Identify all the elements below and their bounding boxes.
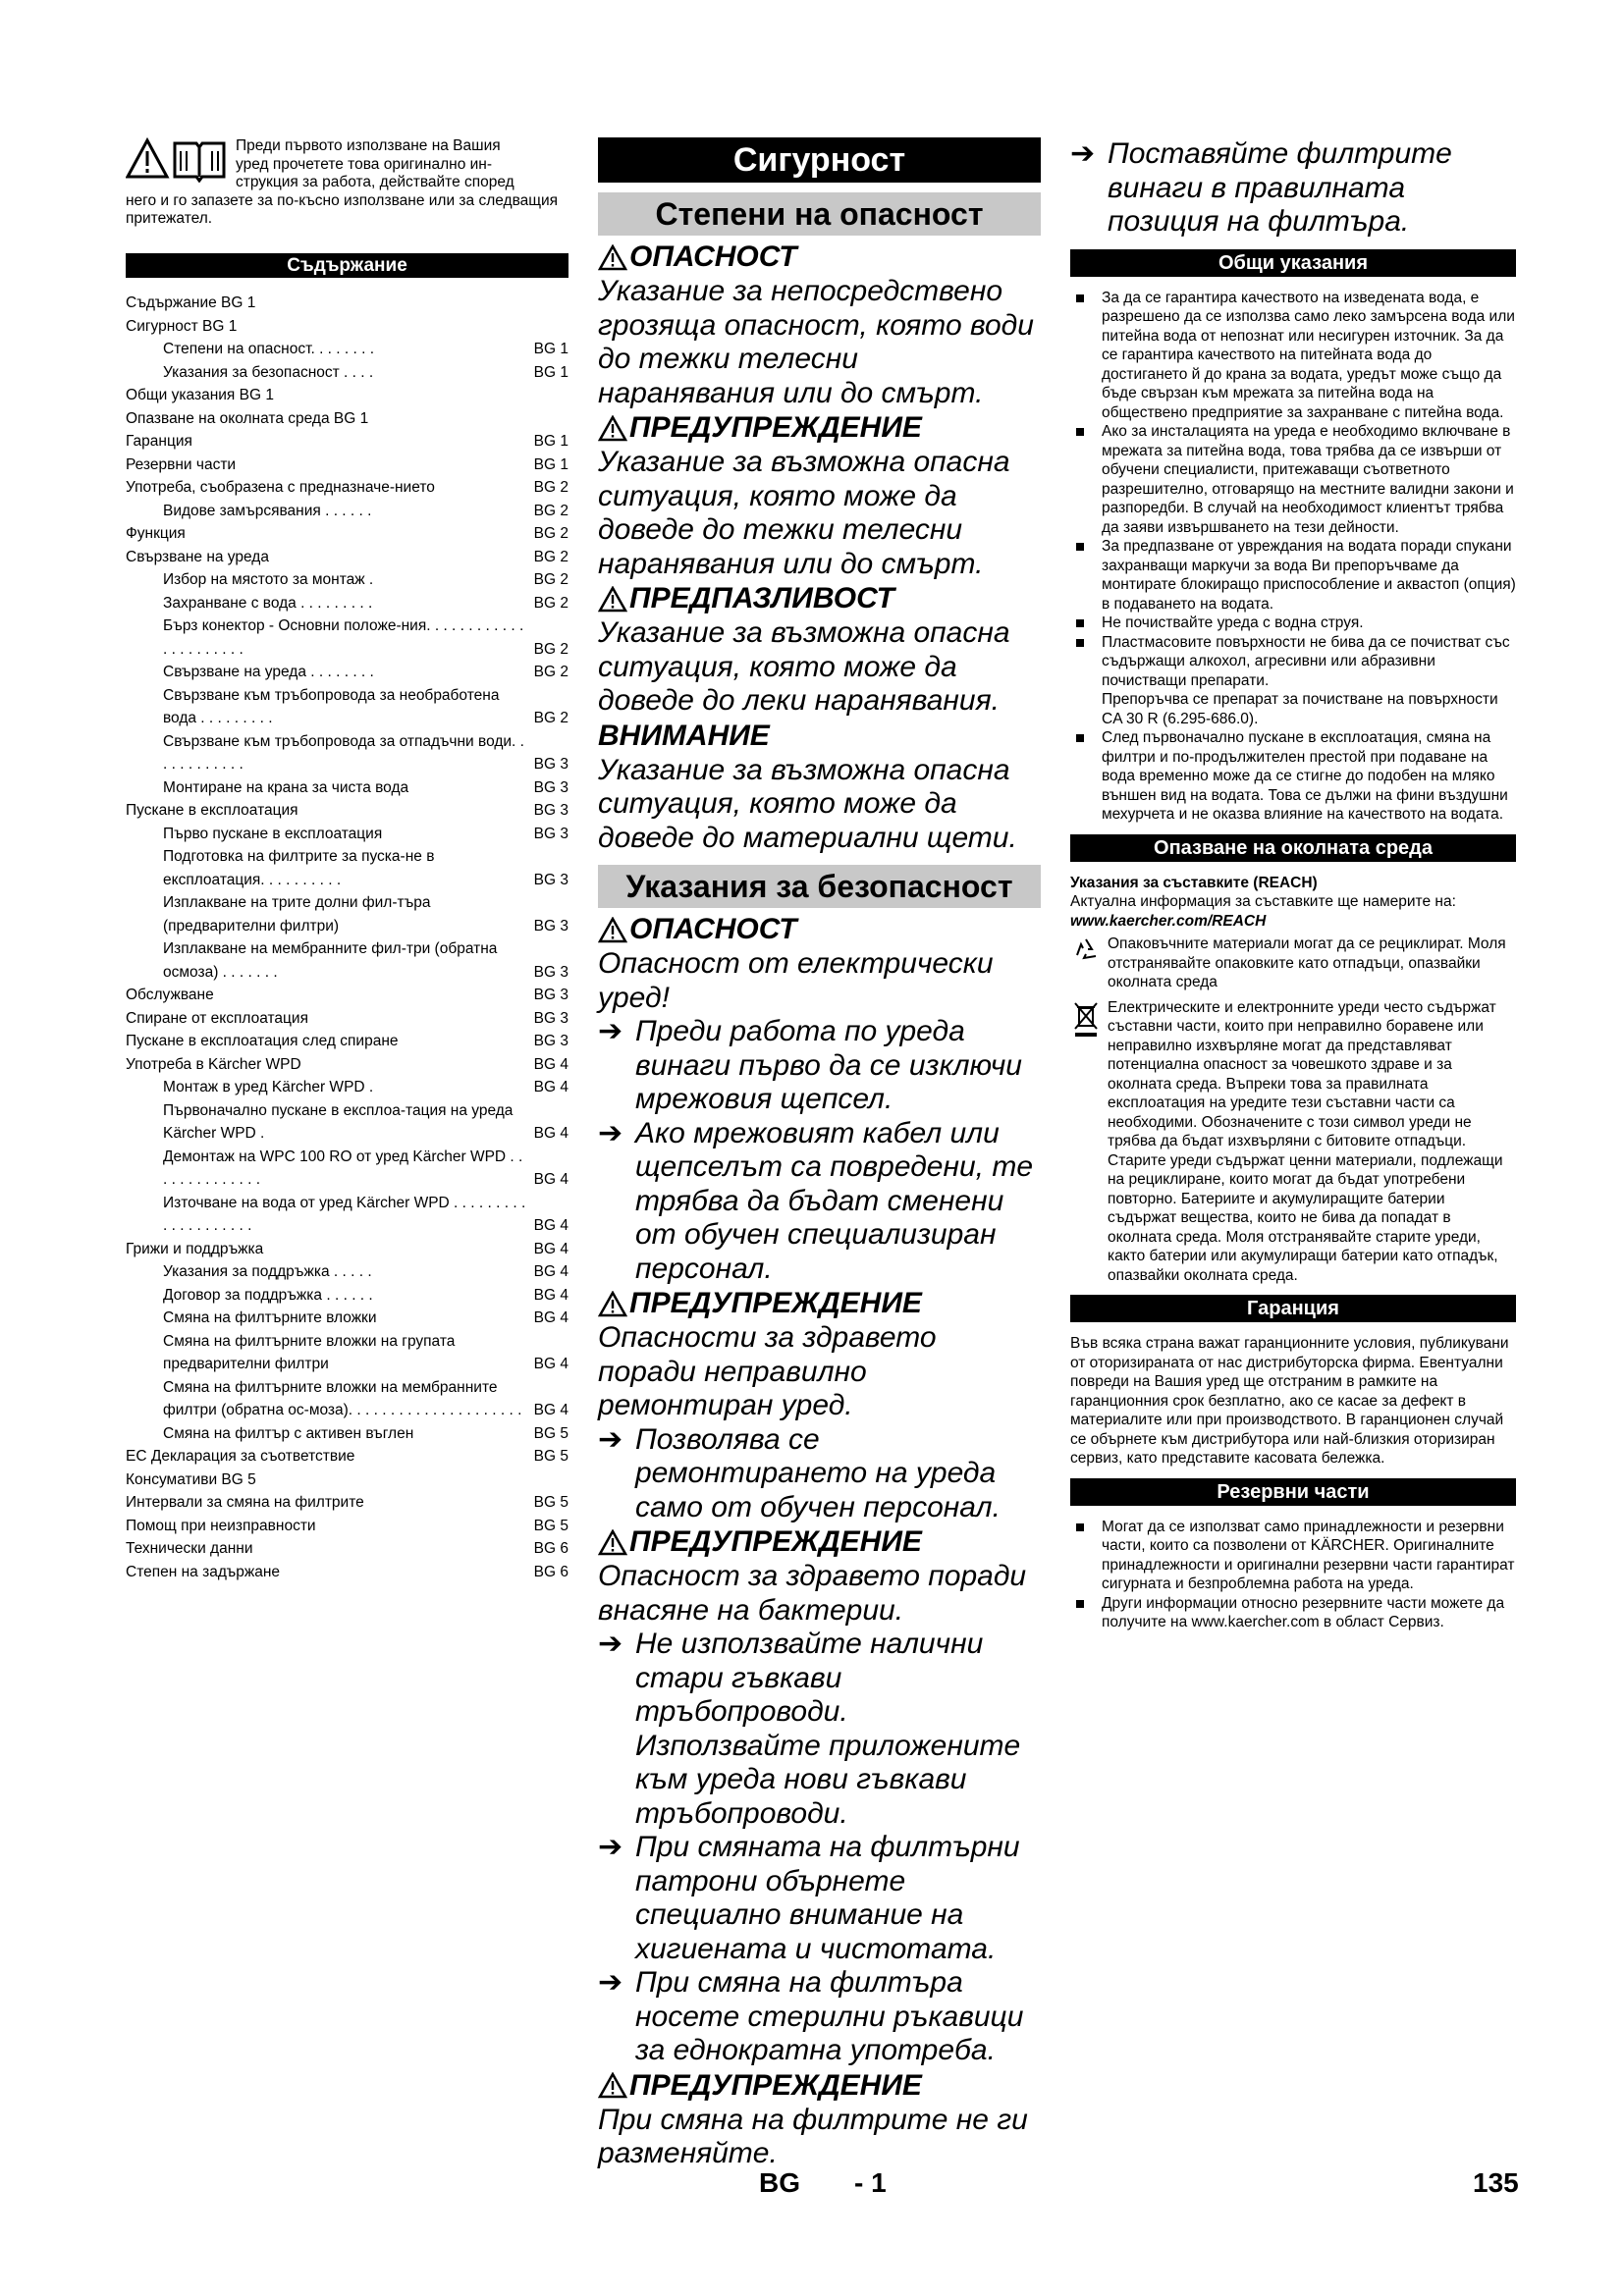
toc-entry-label: Обслужване — [126, 987, 214, 1003]
danger-text: Указание за непосредствено грозяща опасност, която води до тежки телесни наранявания или до смърт. — [598, 275, 1034, 409]
warning-heading: ПРЕДУПРЕЖДЕНИЕ — [598, 410, 1041, 446]
toc-entry-label: Свързване към тръбопровода за отпадъчни води. . . . . . . . . . . . — [163, 732, 524, 773]
arrow-icon: ➔ — [598, 1831, 623, 1863]
danger-heading: ОПАСНОСТ — [598, 240, 1041, 275]
toc-entry — [126, 1030, 568, 1053]
table-of-contents — [126, 292, 568, 1583]
toc-entry-page: BG 4 — [533, 1171, 568, 1188]
warning-triangle-icon — [598, 1529, 627, 1556]
toc-entry-label: Изплакване на трите долни фил-търа (предварителни филтри) — [163, 894, 431, 934]
toc-entry — [126, 1330, 568, 1376]
environment-title: Опазване на околната среда — [1070, 834, 1516, 862]
list-item: За да се гарантира качеството на изведената вода, е разрешено да се използва само леко замърсена вода или питейна вода от непознат или несигурен източник. За да се гарантира качеството на питейната вода до достигането й до крана за водата, уредът може също да бъде свързан към мрежата за питейна вода на обществено предприятие за захранване с питейна вода. — [1070, 289, 1516, 423]
middle-column — [598, 137, 1041, 2171]
toc-entry-label: Изплакване на мембранните фил-три (обратна осмоза) . . . . . . . — [163, 940, 498, 981]
toc-entry-label: Първо пускане в експлоатация — [163, 825, 383, 842]
toc-entry-label: Захранване с вода . . . . . . . . . — [163, 594, 373, 612]
toc-entry-label: Интервали за смяна на филтрите — [126, 1494, 364, 1511]
reach-url: www.kaercher.com/REACH — [1070, 912, 1267, 930]
toc-entry-page: BG 4 — [533, 1055, 568, 1073]
toc-entry — [126, 1445, 568, 1468]
toc-entry-page: BG 2 — [533, 640, 568, 658]
toc-entry-page: BG 2 — [533, 479, 568, 496]
danger-heading-2: ОПАСНОСТ — [598, 912, 1041, 947]
toc-entry — [126, 454, 568, 477]
arrow-icon: ➔ — [598, 1966, 623, 1999]
spare-parts-title: Резервни части — [1070, 1478, 1516, 1506]
toc-entry — [126, 338, 568, 361]
caution-text: Указание за възможна опасна ситуация, която може да доведе до леки наранявания. — [598, 616, 1010, 717]
toc-entry-page: BG 1 — [533, 363, 568, 381]
toc-entry-page: BG 2 — [533, 502, 568, 519]
toc-entry-page: BG 4 — [533, 1286, 568, 1304]
toc-entry — [126, 500, 568, 523]
toc-entry-page: BG 2 — [533, 525, 568, 542]
toc-entry — [126, 984, 568, 1007]
toc-entry-label: Употреба в Kärcher WPD — [126, 1055, 301, 1073]
toc-entry-page: BG 3 — [533, 917, 568, 934]
left-column — [126, 137, 568, 1583]
intro-rest: него и го запазете за по-късно използване или за следващия притежател. — [126, 191, 559, 228]
toc-entry-label: Гаранция — [126, 433, 192, 450]
footer-page-number: 135 — [1473, 2167, 1519, 2198]
toc-entry — [126, 407, 568, 431]
toc-entry-page: BG 3 — [533, 778, 568, 796]
bacteria-warning-text: Опасност за здравето поради внасяне на бактерии. — [598, 1560, 1027, 1627]
toc-entry — [126, 1076, 568, 1099]
toc-entry — [126, 684, 568, 730]
toc-entry-label: Спиране от експлоатация — [126, 1009, 308, 1027]
toc-entry-label: Сигурност BG 1 — [126, 317, 238, 335]
intro-line-3: струкция за работа, действайте според — [236, 174, 514, 191]
toc-entry — [126, 845, 568, 891]
crossed-bin-icon — [1072, 1000, 1100, 1040]
toc-entry-label: Бърз конектор - Основни положе-ния. . . . . . . . . . . . . . . . . . . . . . — [163, 617, 524, 658]
instruction-item: ➔ Преди работа по уреда винаги първо да се изключи мрежовия щепсел. — [598, 1015, 1022, 1115]
warning-heading-2: ПРЕДУПРЕЖДЕНИЕ — [598, 1286, 1041, 1321]
toc-entry-label: Смяна на филтърните вложки на мембранните филтри (обратна ос-моза). . . . . . . . . . . . . . . . . . . . . — [163, 1378, 522, 1418]
toc-entry — [126, 568, 568, 592]
warning-heading-3: ПРЕДУПРЕЖДЕНИЕ — [598, 1524, 1041, 1560]
toc-entry — [126, 1422, 568, 1446]
warranty-text: Във всяка страна важат гаранционните условия, публикувани от оторизираната от нас дистрибуторска фирма. Евентуални повреди на Вашия уред ще отстраним в рамките на гаранционния срок безплатно, ако се касае за дефект в материалите или при производството. В гаранционен случай се обърнете към дистрибутора или най-близкия оторизиран сервиз, като представите касовата бележка. — [1070, 1335, 1509, 1467]
toc-entry-label: Пускане в експлоатация — [126, 802, 298, 819]
toc-entry-page: BG 3 — [533, 756, 568, 773]
toc-entry — [126, 1146, 568, 1192]
intro-line-1: Преди първото използване на Вашия — [236, 137, 501, 154]
warning-triangle-icon — [598, 586, 627, 613]
toc-entry-page: BG 3 — [533, 1033, 568, 1049]
footer-language: BG — [759, 2167, 800, 2198]
toc-entry-label: Грижи и поддръжка — [126, 1240, 264, 1257]
toc-entry — [126, 1007, 568, 1031]
toc-entry-label: Указания за поддръжка . . . . . — [163, 1263, 372, 1280]
toc-entry — [126, 937, 568, 984]
toc-entry-page: BG 4 — [533, 1240, 568, 1257]
toc-entry-page: BG 4 — [533, 1217, 568, 1234]
intro-line-2: уред прочетете това оригинално ин- — [236, 155, 493, 173]
arrow-icon: ➔ — [598, 1422, 623, 1456]
toc-entry-page: BG 3 — [533, 871, 568, 888]
toc-entry-label: Степени на опасност. . . . . . . . — [163, 341, 375, 357]
filter-swap-warning-text: При смяна на филтрите не ги разменяйте. — [598, 2103, 1028, 2169]
reach-title: Указания за съставките (REACH) — [1070, 874, 1318, 891]
arrow-icon: ➔ — [1070, 137, 1096, 170]
toc-entry-page: BG 2 — [533, 594, 568, 612]
warranty-title: Гаранция — [1070, 1295, 1516, 1322]
toc-entry-page: BG 3 — [533, 802, 568, 819]
toc-entry — [126, 1376, 568, 1422]
toc-title: Съдържание — [126, 253, 568, 278]
list-item: За предпазване от увреждания на водата поради спукани захранващи маркучи за вода Ви препоръчваме да монтирате блокиращо приспособление и аквастоп (опция) в подаването на водата. — [1070, 537, 1516, 614]
toc-entry-label: Източване на вода от уред Kärcher WPD . . . . . . . . . . . . . . . . . . . . — [163, 1194, 526, 1234]
general-notes-title: Общи указания — [1070, 249, 1516, 277]
electric-danger-text: Опасност от електрически уред! — [598, 947, 994, 1014]
toc-entry-label: Монтаж в уред Kärcher WPD . — [163, 1079, 374, 1095]
toc-entry — [126, 1053, 568, 1077]
toc-entry — [126, 661, 568, 684]
toc-entry-label: Съдържание BG 1 — [126, 294, 256, 311]
weee-note: Електрическите и електронните уреди често съдържат съставни части, които при неправилно боравене или неправилно изхвърляне могат да представляват потенциална опасност за човешкото здраве и за околната среда. Въпреки това за правилната експлоатация на уредите тези съставни части са необходими. Обозначените с този символ уреди не трябва да бъдат изхвърляни с битовите отпадъци. — [1070, 998, 1516, 1151]
toc-entry-page: BG 1 — [533, 433, 568, 450]
toc-entry — [126, 384, 568, 407]
toc-entry-page: BG 2 — [533, 710, 568, 726]
toc-entry-label: Свързване към тръбопровода за необработена вода . . . . . . . . . — [163, 686, 500, 726]
toc-entry-label: Употреба, съобразена с предназначе-нието — [126, 479, 435, 496]
toc-entry — [126, 823, 568, 846]
instruction-item: ➔ При смяна на филтъра носете стерилни ръкавици за еднократна употреба. — [598, 1966, 1024, 2066]
toc-entry-page: BG 5 — [533, 1494, 568, 1511]
toc-entry — [126, 1537, 568, 1561]
toc-entry-label: Договор за поддръжка . . . . . . — [163, 1286, 373, 1304]
warning-triangle-icon — [598, 2072, 627, 2099]
caution-heading: ПРЕДПАЗЛИВОСТ — [598, 581, 1041, 616]
toc-entry — [126, 1561, 568, 1584]
arrow-icon: ➔ — [598, 1015, 623, 1047]
instruction-item: ➔ Поставяйте филтрите винаги в правилната позиция на филтъра. — [1070, 137, 1452, 238]
toc-entry-page: BG 1 — [533, 341, 568, 357]
hazard-levels-title: Степени на опасност — [598, 192, 1041, 236]
toc-entry-page: BG 2 — [533, 571, 568, 588]
toc-entry — [126, 292, 568, 315]
warning-triangle-icon — [598, 1291, 627, 1317]
intro-notice — [126, 137, 568, 247]
warning-triangle-icon — [598, 244, 627, 271]
toc-entry-label: Функция — [126, 525, 186, 542]
safety-title: Сигурност — [598, 137, 1041, 183]
list-item: Пластмасовите повърхности не бива да се почистват със съдържащи алкохол, агресивни или абразивни почистващи препарати. — [1070, 633, 1516, 691]
list-item: Могат да се използват само принадлежности и резервни части, които са позволени от KÄRCHER. Оригиналните принадлежности и оригинални резервни части гарантират сигурната и безпроблемна работа на уреда. — [1070, 1518, 1516, 1594]
toc-entry-label: Първоначално пускане в експлоа-тация на уреда Kärcher WPD . — [163, 1101, 514, 1142]
toc-entry-label: Пускане в експлоатация след спиране — [126, 1033, 399, 1049]
warning-text: Указание за възможна опасна ситуация, която може да доведе до тежки телесни наранявания или до смърт. — [598, 446, 1010, 580]
toc-entry-page: BG 4 — [533, 1402, 568, 1418]
instruction-item: ➔ Позволява се ремонтирането на уреда само от обучен персонал. — [598, 1422, 1001, 1523]
instruction-item: ➔ Ако мрежовият кабел или щепселът са повредени, те трябва да бъдат сменени от обучен специализиран персонал. — [598, 1116, 1033, 1285]
footer-section-page: - 1 — [854, 2167, 887, 2198]
list-item-continuation: Препоръчва се препарат за почистване на повърхности CA 30 R (6.295-686.0). — [1102, 691, 1498, 727]
warning-heading-4: ПРЕДУПРЕЖДЕНИЕ — [598, 2068, 1041, 2104]
safety-instructions-title: Указания за безопасност — [598, 865, 1041, 908]
toc-entry — [126, 799, 568, 823]
repair-warning-text: Опасности за здравето поради неправилно ремонтиран уред. — [598, 1321, 937, 1421]
toc-entry-page: BG 4 — [533, 1079, 568, 1095]
toc-entry-page: BG 6 — [533, 1540, 568, 1557]
toc-entry — [126, 1099, 568, 1146]
toc-entry-label: Подготовка на филтрите за пуска-не в експлоатация. . . . . . . . . . — [163, 848, 435, 888]
toc-entry — [126, 1468, 568, 1492]
toc-entry-label: Демонтаж на WPC 100 RO от уред Kärcher WPD . . . . . . . . . . . . . . — [163, 1148, 523, 1188]
attention-text: Указание за възможна опасна ситуация, която може да доведе до материални щети. — [598, 753, 1017, 854]
toc-entry-page: BG 4 — [533, 1356, 568, 1372]
toc-entry-page: BG 3 — [533, 825, 568, 842]
toc-entry — [126, 315, 568, 339]
arrow-icon: ➔ — [598, 1628, 623, 1660]
list-item: Ако за инсталацията на уреда е необходимо включване в мрежата за питейна вода, това трябва да се извърши от обучени специалисти, притежаващи съответното разрешително, отговарящо на местните валидни закони и разпоредби. В случай на необходимост клиентът трябва да заяви извършването на тези дейности. — [1070, 422, 1516, 537]
toc-entry — [126, 1192, 568, 1238]
toc-entry-page: BG 5 — [533, 1448, 568, 1465]
toc-entry-page: BG 5 — [533, 1517, 568, 1534]
toc-entry-page: BG 2 — [533, 664, 568, 680]
attention-heading: ВНИМАНИЕ — [598, 719, 770, 752]
toc-entry — [126, 1238, 568, 1261]
toc-entry — [126, 476, 568, 500]
toc-entry-page: BG 3 — [533, 987, 568, 1003]
toc-entry-label: Помощ при неизправности — [126, 1517, 316, 1534]
toc-entry-page: BG 1 — [533, 455, 568, 473]
toc-entry — [126, 776, 568, 800]
toc-entry — [126, 1491, 568, 1515]
toc-entry-label: Опазване на околната среда BG 1 — [126, 409, 369, 427]
toc-entry-page: BG 3 — [533, 963, 568, 981]
toc-entry-label: Смяна на филтърните вложки на групата предварителни филтри — [163, 1332, 456, 1372]
instruction-item: ➔ При смяната на филтърни патрони обърнете специално внимание на хигиената и чистотата. — [598, 1831, 1020, 1965]
weee-note-2: Старите уреди съдържат ценни материали, подлежащи на рециклиране, които могат да бъдат употребени повторно. Батериите и акумулиращите батерии съдържат вещества, които не бива да попадат в околната среда. Моля отстранявайте старите уреди, както батерии или акумулиращи батерии като отпадък, опазвайки околната среда. — [1108, 1151, 1503, 1284]
toc-entry — [126, 1307, 568, 1330]
toc-entry-page: BG 4 — [533, 1125, 568, 1142]
reach-text: Актуална информация за съставките ще намерите на: — [1070, 893, 1456, 910]
recycling-icon — [1072, 936, 1100, 964]
arrow-icon: ➔ — [598, 1116, 623, 1149]
toc-entry — [126, 730, 568, 776]
toc-entry-label: Свързване на уреда . . . . . . . . — [163, 664, 374, 680]
warning-triangle-icon — [598, 415, 627, 442]
toc-entry-label: Технически данни — [126, 1540, 253, 1557]
toc-entry-label: Смяна на филтърните вложки — [163, 1309, 377, 1326]
toc-entry — [126, 522, 568, 546]
toc-entry-page: BG 2 — [533, 548, 568, 565]
toc-entry-page: BG 4 — [533, 1309, 568, 1326]
warning-manual-icon — [126, 137, 236, 183]
toc-entry — [126, 430, 568, 454]
toc-entry-label: Свързване на уреда — [126, 548, 269, 565]
toc-entry-label: Резервни части — [126, 455, 237, 473]
toc-entry — [126, 1260, 568, 1284]
toc-entry — [126, 592, 568, 615]
toc-entry-page: BG 3 — [533, 1009, 568, 1027]
toc-entry-label: Консумативи BG 5 — [126, 1470, 256, 1488]
toc-entry-label: Смяна на филтър с активен въглен — [163, 1424, 414, 1442]
toc-entry-label: Степен на задържане — [126, 1563, 281, 1580]
toc-entry — [126, 1284, 568, 1308]
toc-entry — [126, 361, 568, 385]
instruction-continuation: Използвайте приложените към уреда нови гъвкави тръбопроводи. — [635, 1729, 1021, 1830]
instruction-item: ➔ Не използвайте налични стари гъвкави тръбопроводи. — [598, 1628, 984, 1728]
right-column — [1070, 137, 1516, 1632]
toc-entry-label: Указания за безопасност . . . . — [163, 363, 374, 381]
warning-triangle-icon — [598, 917, 627, 943]
toc-entry — [126, 546, 568, 569]
toc-entry-page: BG 6 — [533, 1563, 568, 1580]
toc-entry-page: BG 5 — [533, 1424, 568, 1442]
toc-entry — [126, 891, 568, 937]
toc-entry-label: Общи указания BG 1 — [126, 387, 274, 403]
toc-entry-label: ЕС Декларация за съответствие — [126, 1448, 355, 1465]
packaging-note: Опаковъчните материали могат да се рециклират. Моля отстранявайте опаковките като отпадъци, опазвайки околната среда — [1070, 934, 1516, 992]
toc-entry-label: Видове замърсявания . . . . . . — [163, 502, 372, 519]
list-item: След първоначално пускане в експлоатация, смяна на филтри и по-продължителен престой при подаване на вода временно може да се стигне до подобен на мляко външен вид на водата. Това се дължи на фини въздушни мехурчета и не оказва влияние на качеството на водата. — [1070, 728, 1516, 825]
toc-entry — [126, 1515, 568, 1538]
toc-entry-page: BG 4 — [533, 1263, 568, 1280]
list-item: Не почиствайте уреда с водна струя. — [1070, 614, 1516, 633]
toc-entry — [126, 614, 568, 661]
toc-entry-label: Избор на мястото за монтаж . — [163, 571, 374, 588]
list-item: Други информации относно резервните части можете да получите на www.kaercher.com в област Сервиз. — [1070, 1594, 1516, 1632]
toc-entry-label: Монтиране на крана за чиста вода — [163, 778, 409, 796]
